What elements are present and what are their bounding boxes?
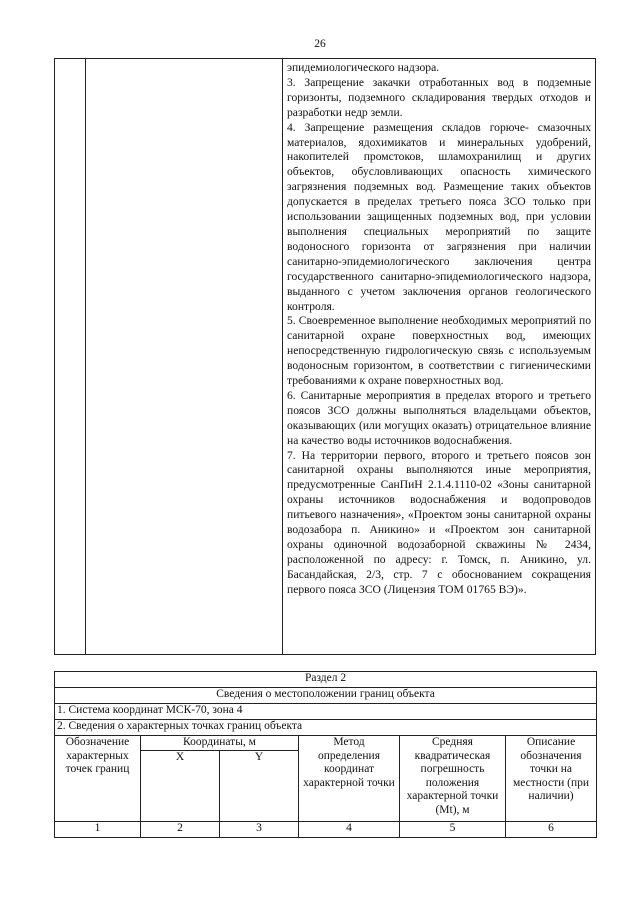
header-accuracy: Средняя квадратическая погрешность положения характерной точки (Mt), м: [400, 736, 506, 822]
paragraph: эпидемиологического надзора.: [287, 61, 440, 74]
column-number: 4: [299, 821, 400, 837]
column-number: 5: [400, 821, 506, 837]
paragraph: 7. На территории первого, второго и третьего поясов зон санитарной охраны выполняются иные мероприятия, предусмотренные СанПиН 2.1.4.1110-02 «Зоны санитарной охраны источников водоснабжения и водопроводов питьевого назначения», «Проектом зоны санитарной охраны водозабора п. Аникино» и «Проектом зон санитарной охраны одиночной водозаборной скважины № 2434, расположенной по адресу: г. Томск, п. Аникино, ул. Басандайская, 2/3, стр. 7 с обоснованием сокращения первого пояса ЗСО (Лицензия ТОМ 01765 ВЭ)».: [287, 448, 591, 596]
column-divider: [282, 59, 283, 654]
section-subtitle: Сведения о местоположении границ объекта: [55, 688, 597, 704]
column-number: 6: [506, 821, 597, 837]
header-coordinates: Координаты, м: [141, 736, 299, 751]
column-number: 1: [55, 821, 141, 837]
header-description: Описание обозначения точки на местности (при наличии): [506, 736, 597, 822]
header-y: Y: [220, 750, 299, 821]
header-method: Метод определения координат характерной точки: [299, 736, 400, 822]
coord-system-row: 1. Система координат МСК-70, зона 4: [55, 704, 597, 720]
paragraph: 3. Запрещение закачки отработанных вод в подземные горизонты, подземного складирования твердых отходов и разработки недр земли.: [287, 75, 591, 119]
measures-cell: [287, 61, 591, 598]
paragraph: 5. Своевременное выполнение необходимых мероприятий по санитарной охране поверхностных вод, имеющих непосредственную гидрологическую связь с используемым водоносным горизонтом, в соответствии с гигиеническими требованиями к охране поверхностных вод.: [287, 314, 591, 388]
column-number: 3: [220, 821, 299, 837]
header-x: X: [141, 750, 220, 821]
section-2-table: [54, 671, 597, 838]
header-designation: Обозначение характерных точек границ: [55, 736, 141, 822]
paragraph: 6. Санитарные мероприятия в пределах второго и третьего поясов ЗСО должны выполняться владельцами объектов, оказывающих (или могущих оказать) отрицательное влияние на качество воды источников водоснабжения.: [287, 388, 591, 447]
paragraph: 4. Запрещение размещения складов горюче- смазочных материалов, ядохимикатов и минеральных удобрений, накопителей промстоков, шламохранилищ и других объектов, обусловливающих опасность химического загрязнения подземных вод. Размещение таких объектов допускается в пределах третьего пояса ЗСО только при использовании защищенных подземных вод, при условии выполнения специальных мероприятий по защите водоносного горизонта от загрязнения при наличии санитарно-эпидемиологического заключения центра государственного санитарно-эпидемиологического надзора, выданного с учетом заключения органов геологического контроля.: [287, 120, 591, 313]
points-info-row: 2. Сведения о характерных точках границ объекта: [55, 720, 597, 736]
column-divider: [85, 59, 86, 654]
column-number: 2: [141, 821, 220, 837]
page-number: 26: [314, 38, 326, 50]
continuation-table: [54, 58, 596, 655]
section-title: Раздел 2: [55, 672, 597, 688]
